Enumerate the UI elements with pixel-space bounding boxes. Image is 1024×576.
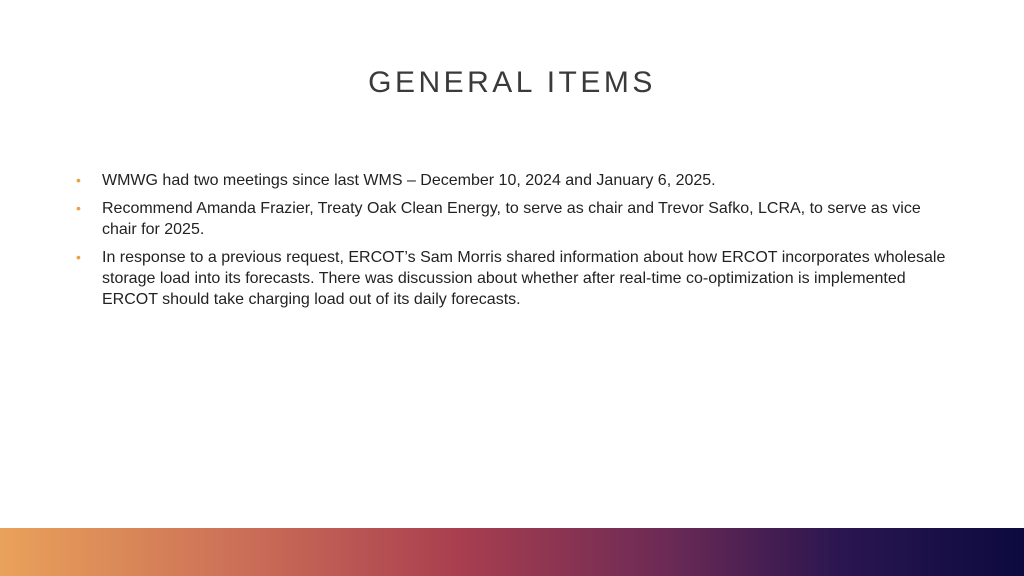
bullet-icon: • (76, 249, 81, 265)
bullet-list (76, 170, 946, 317)
decorative-gradient-bar (0, 528, 1024, 576)
bullet-text-1: WMWG had two meetings since last WMS – December 10, 2024 and January 6, 2025. (102, 172, 716, 189)
bullet-item-1 (76, 170, 946, 191)
bullet-text-2: Recommend Amanda Frazier, Treaty Oak Clean Energy, to serve as chair and Trevor Safko, LCRA, to serve as vice chair for 2025. (102, 200, 921, 238)
bullet-text-3: In response to a previous request, ERCOT’s Sam Morris shared information about how ERCOT incorporates wholesale storage load into its forecasts. There was discussion about whether after real-time co-optimization is implemented ERCOT should take charging load out of its daily forecasts. (102, 249, 946, 308)
bullet-item-2 (76, 198, 946, 240)
bullet-item-3 (76, 247, 946, 310)
bullet-icon: • (76, 200, 81, 216)
bullet-icon: • (76, 172, 81, 188)
slide-title: GENERAL ITEMS (368, 66, 656, 99)
